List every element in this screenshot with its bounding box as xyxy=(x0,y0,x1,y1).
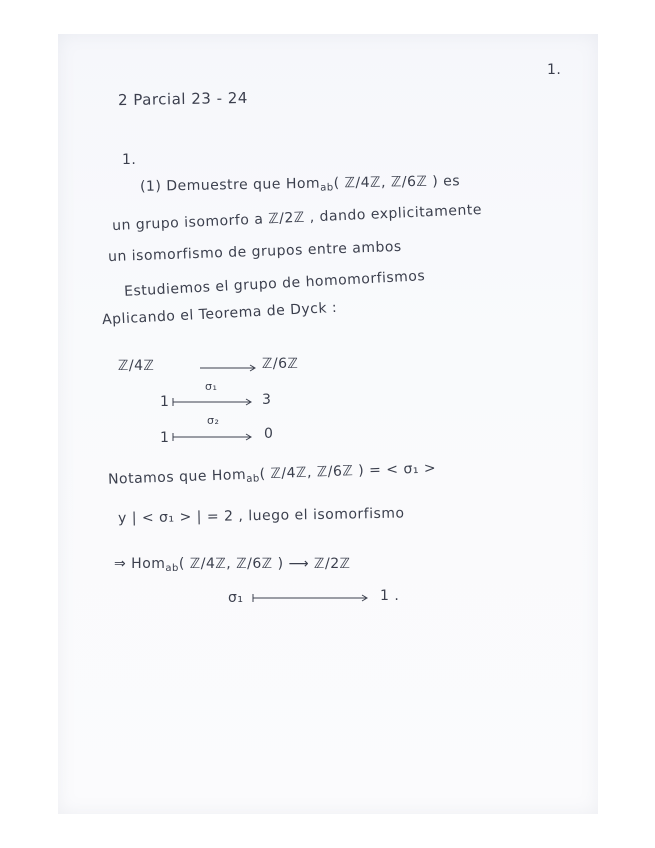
sigma1-label: σ₁ xyxy=(205,380,218,393)
conclusion-text: ( ℤ/4ℤ, ℤ/6ℤ ) ⟶ ℤ/2ℤ xyxy=(178,556,351,572)
sigma2-source: 1 xyxy=(160,430,170,446)
sigma2-mapsto-arrow xyxy=(172,431,256,443)
page-number: 1. xyxy=(547,62,562,78)
work-line-1: Estudiemos el grupo de homomorfismos xyxy=(123,268,426,300)
map-arrow xyxy=(200,362,260,374)
hom-subscript: ab xyxy=(165,563,179,574)
statement-line-2: un grupo isomorfo a ℤ/2ℤ , dando explicitamente xyxy=(111,201,483,235)
conclusion-mapsto-arrow xyxy=(252,592,372,604)
exercise-number: 1. xyxy=(122,152,137,168)
map-domain: ℤ/4ℤ xyxy=(118,358,155,374)
statement-line-3: un isomorfismo de grupos entre ambos xyxy=(107,238,402,266)
hom-subscript: ab xyxy=(246,473,260,485)
sigma1-mapsto-arrow xyxy=(172,396,256,408)
page-title: 2 Parcial 23 - 24 xyxy=(117,88,249,110)
conclusion-line xyxy=(114,556,351,574)
map-codomain: ℤ/6ℤ xyxy=(262,356,299,372)
conclusion-map-source: σ₁ xyxy=(228,590,244,606)
notes-line-2: y | < σ₁ > | = 2 , luego el isomorfismo xyxy=(117,505,405,527)
sigma1-image: 3 xyxy=(262,392,272,408)
work-line-2: Aplicando el Teorema de Dyck : xyxy=(101,299,338,329)
hom-subscript: ab xyxy=(320,182,334,194)
sigma2-label: σ₂ xyxy=(207,414,220,427)
sigma2-image: 0 xyxy=(264,426,274,442)
handwritten-page xyxy=(58,34,598,814)
notes-text: ( ℤ/4ℤ, ℤ/6ℤ ) = < σ₁ > xyxy=(259,460,437,483)
notes-text: Notamos que Hom xyxy=(107,466,247,488)
statement-text: ( ℤ/4ℤ, ℤ/6ℤ ) es xyxy=(333,173,461,192)
sigma1-source: 1 xyxy=(160,394,170,410)
statement-text: (1) Demuestre que Hom xyxy=(139,175,321,195)
conclusion-text: ⇒ Hom xyxy=(114,556,166,572)
conclusion-map-image: 1 . xyxy=(380,588,400,604)
